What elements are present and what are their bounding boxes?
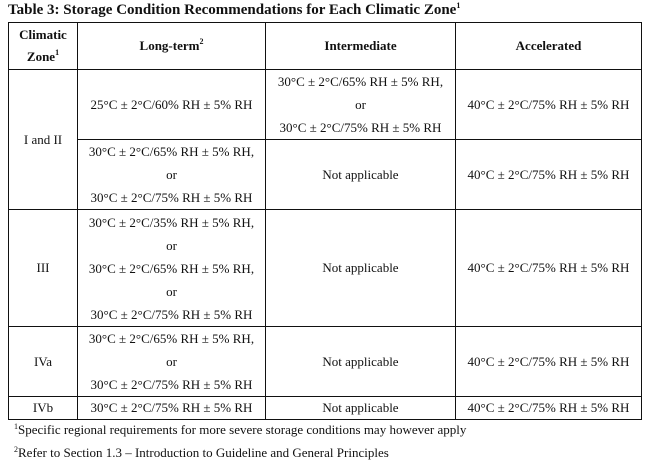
condition-line: 30°C ± 2°C/75% RH ± 5% RH: [279, 120, 442, 135]
intermediate-cell: [266, 70, 456, 140]
header-long-term-text: Long-term: [139, 38, 200, 53]
or-line: or: [166, 354, 177, 369]
table-row: [9, 70, 642, 140]
table-row: [9, 140, 642, 210]
accelerated-cell: 40°C ± 2°C/75% RH ± 5% RH: [456, 210, 642, 327]
storage-conditions-table: [8, 22, 642, 420]
header-zone-sup: 1: [55, 48, 60, 57]
condition-line: 30°C ± 2°C/75% RH ± 5% RH: [90, 190, 253, 205]
condition-line: 30°C ± 2°C/75% RH ± 5% RH: [90, 377, 253, 392]
accelerated-cell: 40°C ± 2°C/75% RH ± 5% RH: [456, 140, 642, 210]
header-long-term-sup: 2: [199, 37, 204, 46]
condition-line: 30°C ± 2°C/75% RH ± 5% RH: [90, 306, 253, 322]
condition-line: 30°C ± 2°C/35% RH ± 5% RH,: [88, 214, 255, 230]
or-line: or: [166, 167, 177, 182]
footnotes: [14, 418, 466, 464]
condition-line: 30°C ± 2°C/65% RH ± 5% RH,: [88, 260, 255, 276]
header-intermediate: Intermediate: [266, 23, 456, 70]
header-zone-line2: [9, 46, 77, 68]
condition-line: 30°C ± 2°C/65% RH ± 5% RH,: [88, 144, 255, 159]
table-row: [9, 397, 642, 420]
or-line: or: [166, 237, 177, 253]
or-line: or: [166, 283, 177, 299]
zone-cell: I and II: [9, 70, 78, 210]
footnote-2-marker: 2: [14, 445, 18, 454]
condition-line: 30°C ± 2°C/65% RH ± 5% RH,: [277, 74, 444, 89]
title-footnote-ref: 1: [456, 1, 461, 10]
long-term-cell: 30°C ± 2°C/75% RH ± 5% RH: [78, 397, 266, 420]
zone-cell: IVa: [9, 327, 78, 397]
accelerated-cell: 40°C ± 2°C/75% RH ± 5% RH: [456, 397, 642, 420]
footnote-1: [14, 418, 466, 441]
zone-cell: III: [9, 210, 78, 327]
long-term-cell: [78, 210, 266, 327]
intermediate-cell: Not applicable: [266, 140, 456, 210]
header-zone-text: Zone: [26, 49, 56, 64]
long-term-cell: [78, 70, 266, 140]
header-accelerated: Accelerated: [456, 23, 642, 70]
footnote-2: [14, 441, 466, 464]
condition-line: 25°C ± 2°C/60% RH ± 5% RH: [90, 97, 253, 112]
long-term-cell: [78, 140, 266, 210]
zone-cell: IVb: [9, 397, 78, 420]
intermediate-cell: Not applicable: [266, 397, 456, 420]
footnote-1-text: Specific regional requirements for more severe storage conditions may however apply: [18, 422, 467, 437]
header-climatic-zone: [9, 23, 78, 70]
intermediate-cell: Not applicable: [266, 327, 456, 397]
table-row: [9, 327, 642, 397]
footnote-2-text: Refer to Section 1.3 – Introduction to Guideline and General Principles: [18, 445, 389, 460]
footnote-1-marker: 1: [14, 422, 18, 431]
condition-line: 30°C ± 2°C/65% RH ± 5% RH,: [88, 331, 255, 346]
table-row: [9, 210, 642, 327]
header-row: [9, 23, 642, 70]
table-title-text: Table 3: Storage Condition Recommendations for Each Climatic Zone: [8, 2, 457, 18]
header-zone-line1: Climatic: [19, 27, 67, 42]
accelerated-cell: 40°C ± 2°C/75% RH ± 5% RH: [456, 327, 642, 397]
table-title: [8, 2, 460, 19]
header-long-term: [78, 23, 266, 70]
intermediate-cell: Not applicable: [266, 210, 456, 327]
or-line: or: [355, 97, 366, 112]
accelerated-cell: 40°C ± 2°C/75% RH ± 5% RH: [456, 70, 642, 140]
long-term-cell: [78, 327, 266, 397]
